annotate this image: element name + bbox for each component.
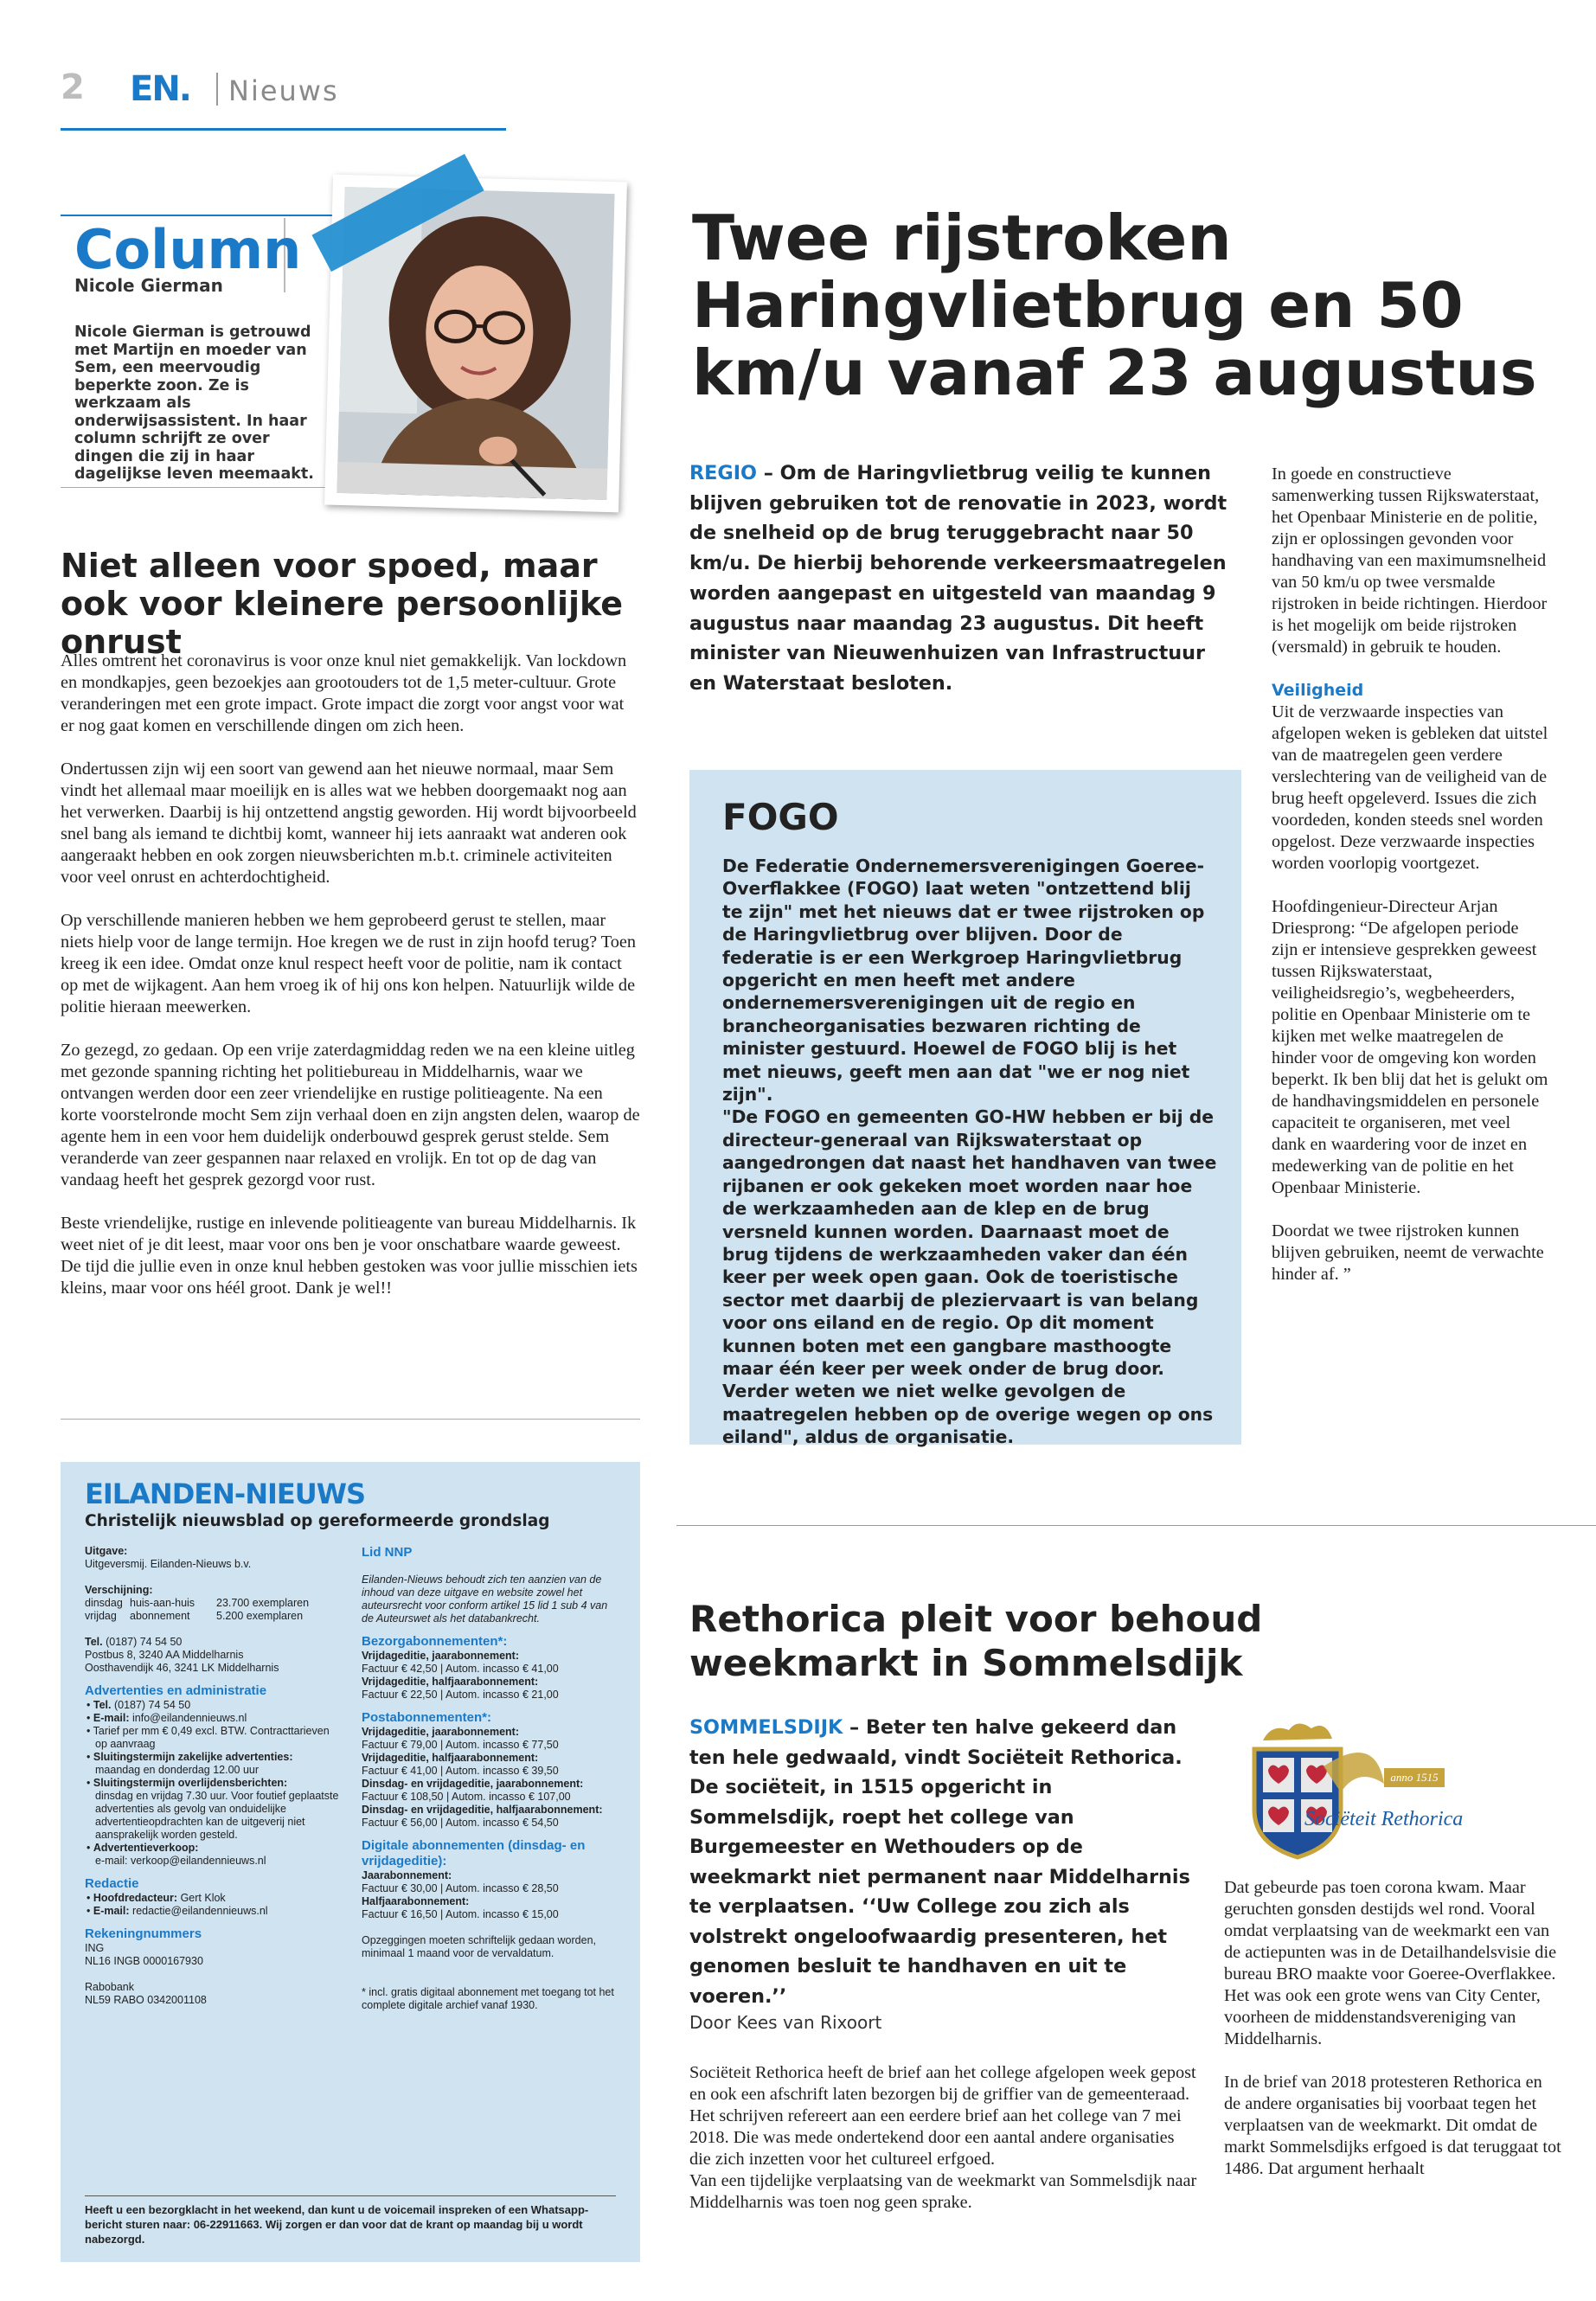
colophon-value: Gert Klok (180, 1892, 226, 1904)
colophon-item: • Tel. (0187) 74 54 50 (87, 1699, 191, 1711)
column-box-top-rule (61, 215, 346, 216)
colophon-value: Opzeggingen moeten schriftelijk gedaan worden, minimaal 1 maand voor de vervaldatum. (362, 1934, 597, 1959)
colophon-label: Jaarabonnement: (362, 1869, 452, 1881)
column-author: Nicole Gierman (74, 275, 223, 296)
main-paragraph: In goede en constructieve samenwerking tussen Rijkswaterstaat, het Openbaar Ministerie en de politie, zijn er oplossingen gevonden voor handhaving van een maximumsnelheid van 50 km/u op twee versmalde rijstroken in beide richtingen. Hierdoor is het mogelijk om beide rijstroken (versmald) in gebruik te houden. (1272, 465, 1548, 657)
colophon-value: (0187) 74 54 50 (113, 1699, 191, 1711)
column-body (61, 651, 640, 1321)
column-box-bottom-rule (61, 487, 346, 488)
colophon-value: Postbus 8, 3240 AA Middelharnis (85, 1649, 244, 1661)
colophon-label: Halfjaarabonnement: (362, 1895, 470, 1907)
column-end-rule (61, 1419, 640, 1420)
colophon-value: (0187) 74 54 50 (106, 1636, 183, 1648)
colophon-cell: vrijdag (85, 1610, 117, 1622)
colophon-label: Vrijdageditie, halfjaarabonnement: (362, 1676, 539, 1688)
colophon-value: NL59 RABO 0342001108 (85, 1994, 207, 2006)
colophon-value: Factuur € 41,00 | Autom. incasso € 39,50 (362, 1765, 559, 1777)
colophon-label: Advertentieverkoop: (93, 1842, 199, 1854)
colophon-item: • Advertentieverkoop: e-mail: verkoop@eilandennieuws.nl (87, 1842, 266, 1867)
colophon-value: Factuur € 56,00 | Autom. incasso € 54,50 (362, 1817, 559, 1829)
column-author-bio: Nicole Gierman is getrouwd met Martijn en moeder van Sem, een meervoudig beperkte zoon. Ze is werkzaam als onderwijsassistent. In haar column schrijft ze over dingen die zij in haar dagelijkse leven meemaakt. (74, 324, 314, 483)
main-lead-text: – Om de Haringvlietbrug veilig te kunnen blijven gebruiken tot de renovatie in 2023, wordt de snelheid op de brug teruggebracht naar 50 km/u. De hierbij behorende verkeersmaatregelen worden aangepast en uitgesteld van maandag 9 augustus naar maandag 23 augustus. Dit heeft minister van Nieuwenhuizen van Infrastructuur en Waterstaat besloten. (689, 462, 1227, 695)
colophon-value: Factuur € 108,50 | Autom. incasso € 107,00 (362, 1791, 571, 1803)
column-paragraph: Alles omtrent het coronavirus is voor onze knul niet gemakkelijk. Van lockdown en mondkapjes, geen bezoekjes aan grootouders tot de 1,5 meter-cultuur. Grote veranderingen met een grote impact. Grote impact die zorgt voor angst voor wat er nog gaat komen en verschillende dingen om zich heen. (61, 651, 627, 735)
rethorica-year-banner: anno 1515 (1384, 1768, 1445, 1787)
header-rule (61, 128, 506, 131)
colophon-cell: abonnement (130, 1610, 190, 1622)
main-paragraph: Doordat we twee rijstroken kunnen blijven gebruiken, neemt de verwachte hinder af. ” (1272, 1221, 1544, 1284)
fogo-body (722, 855, 1217, 1449)
colophon-value: Uitgeversmij. Eilanden-Nieuws b.v. (85, 1558, 252, 1570)
main-subhead: Veiligheid (1272, 681, 1364, 700)
colophon-item: • Hoofdredacteur: Gert Klok (87, 1892, 226, 1904)
column-headline: Niet alleen voor spoed, maar ook voor kleinere persoonlijke onrust (61, 547, 624, 661)
fogo-box (689, 770, 1241, 1448)
main-kicker: REGIO (689, 462, 757, 484)
article2-right-column (1224, 1877, 1561, 2202)
colophon-brand: EILANDEN-NIEUWS (85, 1477, 366, 1510)
fogo-title: FOGO (722, 796, 839, 838)
colophon-label: Dinsdag- en vrijdageditie, jaarabonnement: (362, 1778, 584, 1790)
colophon-value: Factuur € 30,00 | Autom. incasso € 28,50 (362, 1882, 559, 1894)
colophon-heading: Bezorgabonnementen*: (362, 1634, 508, 1649)
colophon-list (87, 1892, 344, 1918)
main-article-right-column (1272, 464, 1548, 1307)
colophon-value: maandag en donderdag 12.00 uur (95, 1764, 260, 1776)
colophon-value: Factuur € 16,50 | Autom. incasso € 15,00 (362, 1908, 559, 1920)
colophon-label: Sluitingstermijn zakelijke advertenties: (93, 1751, 293, 1763)
colophon-value: Rabobank (85, 1981, 134, 1993)
rethorica-logo (1228, 1715, 1540, 1866)
colophon-item: • E-mail: info@eilandennieuws.nl (87, 1712, 247, 1724)
colophon-cell: 23.700 exemplaren (216, 1597, 310, 1609)
article2-paragraph: In de brief van 2018 protesteren Rethorica en de andere organisaties bij voorbaat tegen het verplaatsen van de weekmarkt. Dit omdat de markt Sommelsdijks erfgoed is dat teruggaat tot 1486. Dat argument herhaalt (1224, 2073, 1561, 2178)
colophon-label: Tel. (85, 1636, 103, 1648)
main-paragraph: Uit de verzwaarde inspecties van afgelopen weken is gebleken dat uitstel van de maatregelen geen verdere verslechtering van de veiligheid van de brug heeft opgeleverd. Issues die zich voordeden, konden steeds snel worden opgelost. Deze verzwaarde inspecties worden voorlopig voortgezet. (1272, 702, 1548, 873)
colophon-label: Hoofdredacteur: (93, 1892, 178, 1904)
colophon-cell: dinsdag (85, 1597, 123, 1609)
colophon-footer: Heeft u een bezorgklacht in het weekend, dan kunt u de voicemail inspreken of een Whatsapp-bericht sturen naar: 06-22911663. Wij zorgen er dan voor dat de krant op maandag bij u wordt nabezorgd. (85, 2203, 589, 2246)
colophon-value: Oosthavendijk 46, 3241 LK Middelharnis (85, 1662, 279, 1674)
colophon-label: Vrijdageditie, jaarabonnement: (362, 1650, 519, 1662)
colophon-heading: Lid NNP (362, 1545, 413, 1560)
colophon-label: E-mail: (93, 1712, 130, 1724)
colophon-label: Vrijdageditie, jaarabonnement: (362, 1726, 519, 1738)
article2-kicker: SOMMELSDIJK (689, 1716, 843, 1739)
colophon-left-column (85, 1545, 344, 2007)
colophon-tel (85, 1636, 344, 1649)
article2-headline: Rethorica pleit voor behoud weekmarkt in Sommelsdijk (689, 1598, 1263, 1684)
article2-lead-text: – Beter ten halve gekeerd dan ten hele gedwaald, vindt Sociëteit Rethorica. De sociëteit, in 1515 opgericht in Sommelsdijk, roept het college van Burgemeester en Wethouders op de weekmarkt niet permanent naar Middelharnis te verplaatsen. ‘‘Uw College zou zich als volstrekt ongeloofwaardig presenteren, het genomen besluit te handhaven en uit te voeren.’’ (689, 1716, 1190, 2008)
article2-lead (689, 1713, 1200, 2011)
colophon-label: Uitgave: (85, 1545, 128, 1557)
colophon-list (87, 1699, 344, 1868)
colophon-heading: Digitale abonnementen (dinsdag- en vrijdageditie): (362, 1838, 586, 1868)
fogo-paragraph: De Federatie Ondernemersverenigingen Goeree-Overflakkee (FOGO) laat weten "ontzettend blij te zijn" met het nieuws dat er twee rijstroken op de Haringvlietbrug over blijven. Door de federatie is er een Werkgroep Haringvlietbrug opgericht en men heeft met andere ondernemersverenigingen uit de regio en brancheorganisaties bezwaren richting de minister gestuurd. Hoewel de FOGO blij is het met nieuws, geeft men aan dat "we er nog niet zijn". (722, 856, 1205, 1106)
colophon-item: • Sluitingstermijn overlijdensberichten: dinsdag en vrijdag 7.30 uur. Voor foutief geplaatste advertenties als gevolg van onduidelijke advertentieopdrachten kan de uitgeverij niet aansprakelijk worden gesteld. (87, 1777, 339, 1841)
column-paragraph: Op verschillende manieren hebben we hem geprobeerd gerust te stellen, maar niets hielp voor de lange termijn. Hoe kregen we de rust in zijn hoofd terug? Toen kreeg ik een idee. Omdat onze knul respect heeft voor de politie, nam ik contact op met de wijkagent. Aan hem vroeg ik of hij ons kon helpen. Natuurlijk wilde de politie hieraan meewerken. (61, 911, 637, 1016)
colophon-label: E-mail: (93, 1905, 130, 1917)
colophon-cell: 5.200 exemplaren (216, 1610, 304, 1622)
article2-byline: Door Kees van Rixoort (689, 2012, 882, 2033)
main-headline: Twee rijstroken Haringvlietbrug en 50 km/u vanaf 23 augustus (692, 202, 1537, 409)
article2-body (689, 2062, 1200, 2214)
colophon-value: Factuur € 42,50 | Autom. incasso € 41,00 (362, 1663, 559, 1675)
colophon-value: NL16 INGB 0000167930 (85, 1955, 203, 1967)
article2-paragraph: Van een tijdelijke verplaatsing van de weekmarkt van Sommelsdijk naar Middelharnis was toen nog geen sprake. (689, 2171, 1197, 2212)
main-paragraph: Hoofdingenieur-Directeur Arjan Driesprong: “De afgelopen periode zijn er intensieve gesprekken geweest tussen Rijkswaterstaat, veiligheidsregio’s, wegbeheerders, politie en Openbaar Ministerie om te kijken met welke maatregelen de hinder voor de omgeving kon worden beperkt. Ik ben blij dat het is gelukt om de handhavingsmiddelen en personele capaciteit te organiseren, met veel dank en waardering voor de inzet en medewerking van de politie en het Openbaar Ministerie. (1272, 897, 1548, 1197)
page-number: 2 (61, 67, 85, 107)
column-title: Column (74, 218, 302, 281)
colophon-value: * incl. gratis digitaal abonnement met toegang tot het complete digitale archief vanaf 1930. (362, 1986, 614, 2011)
colophon-value: Tarief per mm € 0,49 excl. BTW. Contracttarieven op aanvraag (93, 1725, 330, 1750)
colophon-box (61, 1462, 640, 2262)
colophon-heading: Postabonnementen*: (362, 1710, 492, 1725)
main-lead (689, 458, 1233, 699)
column-paragraph: Ondertussen zijn wij een soort van gewend aan het nieuwe normaal, maar Sem vindt het allemaal maar moeilijk en is alles wat we hebben doorgemaakt nog aan het verwerken. Daarbij is hij ontzettend angstig geworden. Hij wordt bijvoorbeeld snel bang als iemand te dichtbij komt, wanneer hij iets aanraakt wat anderen ook aangeraakt hebben en ook zorgen nieuwsberichten m.b.t. criminele activiteiten voor veel onrust en achterdochtigheid. (61, 760, 637, 887)
colophon-value: Factuur € 79,00 | Autom. incasso € 77,50 (362, 1739, 559, 1751)
colophon-label: Verschijning: (85, 1584, 153, 1596)
header-separator (216, 73, 218, 106)
colophon-label: Sluitingstermijn overlijdensberichten: (93, 1777, 288, 1789)
colophon-label: Dinsdag- en vrijdageditie, halfjaarabonnement: (362, 1804, 603, 1816)
colophon-value: redactie@eilandennieuws.nl (132, 1905, 268, 1917)
colophon-heading: Advertenties en administratie (85, 1683, 267, 1698)
colophon-item: • Sluitingstermijn zakelijke advertenties: maandag en donderdag 12.00 uur (87, 1751, 293, 1776)
colophon-rule (85, 2195, 616, 2196)
colophon-heading: Rekeningnummers (85, 1926, 202, 1941)
rethorica-logo-text: Sociëteit Rethorica (1304, 1808, 1464, 1830)
rethorica-crest-icon (1228, 1715, 1540, 1866)
article-divider (676, 1525, 1596, 1526)
colophon-cell: huis-aan-huis (130, 1597, 195, 1609)
colophon-label: Tel. (93, 1699, 112, 1711)
colophon-label: Vrijdageditie, halfjaarabonnement: (362, 1752, 539, 1764)
colophon-row (85, 1597, 344, 1610)
colophon-value: ING (85, 1942, 105, 1954)
en-logo: EN. (130, 69, 190, 109)
article2-paragraph: Dat gebeurde pas toen corona kwam. Maar geruchten gonsden destijds wel rond. Vooral omdat verplaatsing van de weekmarkt een van de actiepunten was in de Detailhandelsvisie die bureau BRO maakte voor Goeree-Overflakkee. Het was ook een grote wens van City Center, voorheen de middenstandsvereniging van Middelharnis. (1224, 1878, 1557, 2048)
column-paragraph: Beste vriendelijke, rustige en inlevende politieagente van bureau Middelharnis. Ik weet niet of je dit leest, maar voor ons ben je voor onschatbare waarde geweest. De tijd die jullie even in onze knul hebben gestoken was voor jullie misschien iets kleins, maar voor ons héél groot. Dank je wel!! (61, 1214, 638, 1298)
colophon-right-column (362, 1545, 621, 2012)
colophon-heading: Redactie (85, 1876, 139, 1891)
colophon-item: • E-mail: redactie@eilandennieuws.nl (87, 1905, 268, 1917)
column-paragraph: Zo gezegd, zo gedaan. Op een vrije zaterdagmiddag reden we na een kleine uitleg met gezonde spanning richting het politiebureau in Middelharnis, waar we ontvangen werden door een zeer vriendelijke en rustige politieagente. Na een korte voorstelronde mocht Sem zijn verhaal doen en zijn angsten delen, waarop de agente hem in een voor hem duidelijk onderbouwd gesprek gerust stelde. Sem veranderde van zeer gespannen naar relaxed en vrolijk. En tot op de dag van vandaag heeft het gesprek gezorgd voor rust. (61, 1041, 640, 1189)
colophon-value: Factuur € 22,50 | Autom. incasso € 21,00 (362, 1689, 559, 1701)
colophon-value: info@eilandennieuws.nl (132, 1712, 247, 1724)
colophon-row (85, 1610, 344, 1623)
article2-paragraph: Sociëteit Rethorica heeft de brief aan het college afgelopen week gepost en ook een afschrift laten bezorgen bij de griffier van de gemeenteraad. Het schrijven refereert aan een eerdere brief aan het college van 7 mei 2018. Die was mede ondertekend door een aantal andere organisaties die zich inzetten voor het cultureel erfgoed. (689, 2063, 1196, 2169)
section-title: Nieuws (228, 74, 339, 107)
colophon-item: • Tarief per mm € 0,49 excl. BTW. Contracttarieven op aanvraag (87, 1725, 330, 1750)
colophon-value: Eilanden-Nieuws behoudt zich ten aanzien van de inhoud van deze uitgave en website zowel het auteursrecht voor conform artikel 15 lid 1 sub 4 van de Auteurswet als het databankrecht. (362, 1574, 608, 1625)
colophon-value: e-mail: verkoop@eilandennieuws.nl (95, 1855, 266, 1867)
fogo-paragraph: "De FOGO en gemeenten GO-HW hebben er bij de directeur-generaal van Rijkswaterstaat op aangedrongen dat naast het handhaven van twee rijbanen er ook gekeken moet worden naar hoe de werkzaamheden aan de klep en de brug versneld kunnen worden. Daarnaast moet de brug tijdens de werkzaamheden vaker dan één keer per week open gaan. Ook de toeristische sector met daarbij de pleziervaart is van belang voor ons eiland en de regio. Op dit moment kunnen boten met een gangbare masthoogte maar één keer per week onder de brug door. Verder weten we niet welke gevolgen de maatregelen hebben op de overige wegen op ons eiland", aldus de organisatie. (722, 1106, 1217, 1448)
colophon-tagline: Christelijk nieuwsblad op gereformeerde grondslag (85, 1512, 550, 1530)
colophon-value: dinsdag en vrijdag 7.30 uur. Voor foutief geplaatste advertenties als gevolg van onduidelijke advertentieopdrachten kan de uitgeverij niet aansprakelijk worden gesteld. (95, 1790, 339, 1841)
